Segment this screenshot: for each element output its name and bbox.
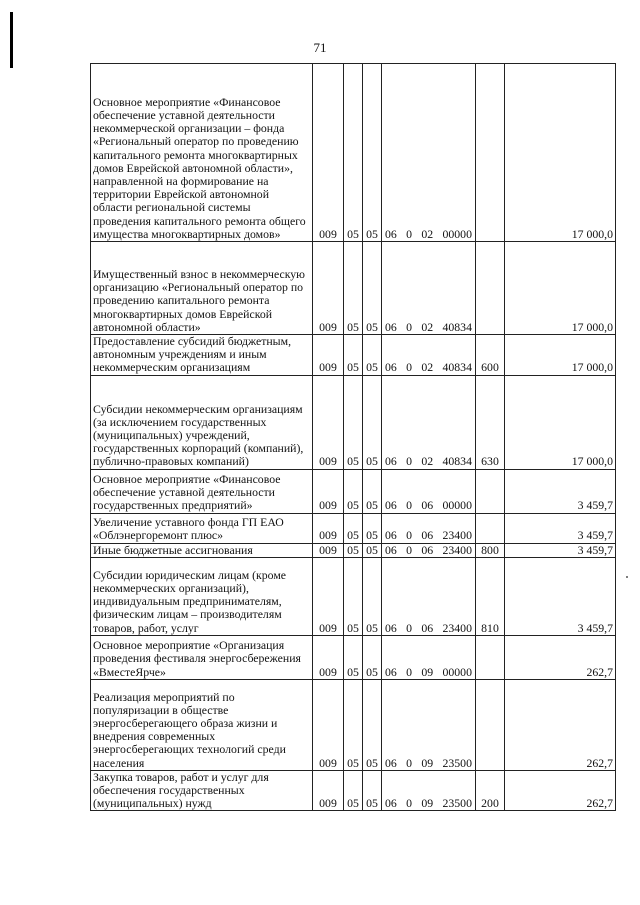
grbs-code: 009 (313, 469, 344, 513)
csr-program: 06 (385, 226, 397, 241)
subsection-code: 05 (363, 635, 382, 679)
csr-event: 09 (421, 664, 434, 679)
amount: 3 459,7 (505, 543, 616, 557)
grbs-code: 009 (313, 770, 344, 811)
csr-direction: 00000 (442, 498, 472, 513)
amount: 262,7 (505, 635, 616, 679)
target-article-code (382, 635, 476, 679)
page-number: 71 (313, 40, 327, 55)
csr-event: 06 (421, 528, 434, 543)
section-code: 05 (344, 242, 363, 335)
csr-direction: 40834 (442, 319, 472, 334)
subsection-code: 05 (363, 770, 382, 811)
row-name: Субсидии юридическим лицам (кроме некоммерческих организаций), индивидуальным предпринимателям, физическим лицам – производителям товаров, работ, услуг (91, 557, 313, 635)
csr-program: 06 (385, 755, 397, 770)
section-code: 05 (344, 635, 363, 679)
expense-type-code (476, 64, 505, 242)
subsection-code: 05 (363, 242, 382, 335)
csr-event: 09 (421, 755, 434, 770)
section-code: 05 (344, 679, 363, 770)
csr-program: 06 (385, 319, 397, 334)
target-article-code (382, 335, 476, 376)
expense-type-code (476, 679, 505, 770)
section-code: 05 (344, 513, 363, 543)
target-article-code (382, 513, 476, 543)
csr-subprogram: 0 (406, 498, 413, 513)
csr-subprogram: 0 (406, 664, 413, 679)
csr-direction: 23400 (442, 542, 472, 557)
expense-type-code (476, 513, 505, 543)
table-row (91, 679, 616, 770)
csr-program: 06 (385, 796, 397, 811)
budget-table (90, 63, 616, 811)
grbs-code: 009 (313, 635, 344, 679)
subsection-code: 05 (363, 679, 382, 770)
csr-direction: 40834 (442, 454, 472, 469)
csr-subprogram: 0 (406, 226, 413, 241)
row-name: Закупка товаров, работ и услуг для обеспечения государственных (муниципальных) нужд (91, 770, 313, 811)
section-code: 05 (344, 770, 363, 811)
table-row (91, 543, 616, 557)
table-row (91, 557, 616, 635)
csr-subprogram: 0 (406, 796, 413, 811)
amount: 262,7 (505, 679, 616, 770)
amount: 17 000,0 (505, 64, 616, 242)
csr-direction: 40834 (442, 360, 472, 375)
section-code: 05 (344, 335, 363, 376)
expense-type-code: 800 (476, 543, 505, 557)
subsection-code: 05 (363, 469, 382, 513)
row-name: Предоставление субсидий бюджетным, автономным учреждениям и иным некоммерческим организациям (91, 335, 313, 376)
table-row (91, 242, 616, 335)
grbs-code: 009 (313, 679, 344, 770)
csr-direction: 23500 (442, 796, 472, 811)
subsection-code: 05 (363, 335, 382, 376)
csr-program: 06 (385, 498, 397, 513)
csr-program: 06 (385, 664, 397, 679)
csr-program: 06 (385, 528, 397, 543)
subsection-code: 05 (363, 375, 382, 469)
csr-event: 09 (421, 796, 434, 811)
row-name: Основное мероприятие «Финансовое обеспечение уставной деятельности государственных предприятий» (91, 469, 313, 513)
table-row (91, 375, 616, 469)
csr-subprogram: 0 (406, 319, 413, 334)
table-row (91, 635, 616, 679)
scan-dot (626, 576, 628, 578)
csr-direction: 23400 (442, 620, 472, 635)
table-row (91, 64, 616, 242)
expense-type-code: 810 (476, 557, 505, 635)
csr-subprogram: 0 (406, 755, 413, 770)
table-row (91, 335, 616, 376)
expense-type-code: 200 (476, 770, 505, 811)
section-code: 05 (344, 469, 363, 513)
grbs-code: 009 (313, 64, 344, 242)
csr-subprogram: 0 (406, 542, 413, 557)
target-article-code (382, 375, 476, 469)
row-name: Увеличение уставного фонда ГП ЕАО «Облэнергоремонт плюс» (91, 513, 313, 543)
csr-event: 02 (421, 360, 434, 375)
csr-subprogram: 0 (406, 528, 413, 543)
expense-type-code (476, 242, 505, 335)
csr-subprogram: 0 (406, 360, 413, 375)
target-article-code (382, 679, 476, 770)
csr-direction: 00000 (442, 226, 472, 241)
grbs-code: 009 (313, 557, 344, 635)
csr-subprogram: 0 (406, 620, 413, 635)
subsection-code: 05 (363, 543, 382, 557)
target-article-code (382, 557, 476, 635)
csr-program: 06 (385, 542, 397, 557)
amount: 3 459,7 (505, 557, 616, 635)
table-row (91, 770, 616, 811)
section-code: 05 (344, 543, 363, 557)
csr-program: 06 (385, 454, 397, 469)
amount: 3 459,7 (505, 513, 616, 543)
row-name: Основное мероприятие «Организация проведения фестиваля энергосбережения «ВместеЯрче» (91, 635, 313, 679)
csr-program: 06 (385, 620, 397, 635)
row-name: Реализация мероприятий по популяризации в обществе энергосберегающего образа жизни и внедрения современных энергосберегающих технологий среди населения (91, 679, 313, 770)
csr-direction: 23400 (442, 528, 472, 543)
row-name: Основное мероприятие «Финансовое обеспечение уставной деятельности некоммерческой организации – фонда «Региональный оператор по проведению капитального ремонта многоквартирных домов Еврейской автономной области», направленной на формирование на территории Еврейской автономной области региональной системы проведения капитального ремонта общего имущества многоквартирных домов» (91, 64, 313, 242)
grbs-code: 009 (313, 335, 344, 376)
expense-type-code: 600 (476, 335, 505, 376)
section-code: 05 (344, 375, 363, 469)
target-article-code (382, 64, 476, 242)
csr-subprogram: 0 (406, 454, 413, 469)
grbs-code: 009 (313, 513, 344, 543)
csr-event: 02 (421, 454, 434, 469)
amount: 17 000,0 (505, 375, 616, 469)
subsection-code: 05 (363, 557, 382, 635)
grbs-code: 009 (313, 543, 344, 557)
csr-event: 02 (421, 226, 434, 241)
target-article-code (382, 543, 476, 557)
target-article-code (382, 770, 476, 811)
amount: 17 000,0 (505, 242, 616, 335)
grbs-code: 009 (313, 375, 344, 469)
subsection-code: 05 (363, 64, 382, 242)
expense-type-code (476, 469, 505, 513)
section-code: 05 (344, 64, 363, 242)
subsection-code: 05 (363, 513, 382, 543)
row-name: Субсидии некоммерческим организациям (за исключением государственных (муниципальных) учреждений, государственных корпораций (компаний), публично-правовых компаний) (91, 375, 313, 469)
amount: 262,7 (505, 770, 616, 811)
csr-event: 02 (421, 319, 434, 334)
csr-program: 06 (385, 360, 397, 375)
row-name: Имущественный взнос в некоммерческую организацию «Региональный оператор по проведению капитального ремонта многоквартирных домов Еврейской автономной области» (91, 242, 313, 335)
amount: 3 459,7 (505, 469, 616, 513)
expense-type-code (476, 635, 505, 679)
grbs-code: 009 (313, 242, 344, 335)
row-name: Иные бюджетные ассигнования (91, 543, 313, 557)
target-article-code (382, 469, 476, 513)
target-article-code (382, 242, 476, 335)
table-body (91, 64, 616, 811)
table-row (91, 513, 616, 543)
amount: 17 000,0 (505, 335, 616, 376)
expense-type-code: 630 (476, 375, 505, 469)
csr-direction: 23500 (442, 755, 472, 770)
table-row (91, 469, 616, 513)
section-code: 05 (344, 557, 363, 635)
csr-direction: 00000 (442, 664, 472, 679)
csr-event: 06 (421, 542, 434, 557)
csr-event: 06 (421, 498, 434, 513)
csr-event: 06 (421, 620, 434, 635)
